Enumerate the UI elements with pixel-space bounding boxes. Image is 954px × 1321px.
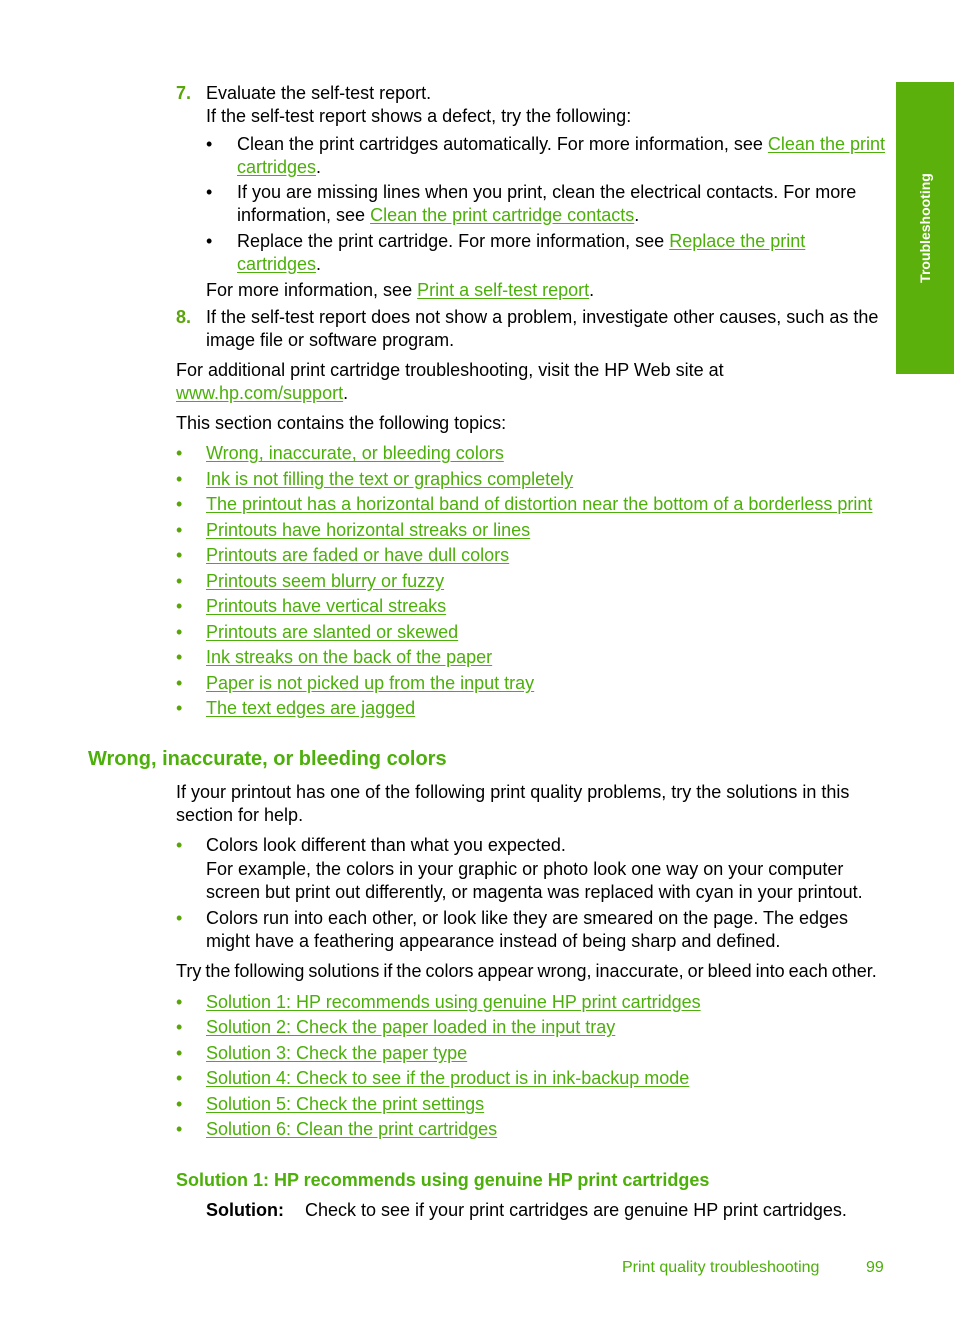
- topic-link[interactable]: Printouts seem blurry or fuzzy: [206, 571, 445, 591]
- footer-page-number: 99: [866, 1259, 884, 1276]
- solution-link[interactable]: Solution 2: Check the paper loaded in the input tray: [206, 1017, 616, 1037]
- topic-link[interactable]: Ink streaks on the back of the paper: [206, 647, 493, 667]
- solution-link[interactable]: Solution 4: Check to see if the product is in ink-backup mode: [206, 1068, 690, 1088]
- green-bullet: •: [176, 992, 183, 1012]
- step-7-more-info: [206, 279, 886, 302]
- bullet-marker: •: [206, 134, 213, 154]
- link-clean-cartridge-contacts[interactable]: Clean the print cartridge contacts: [370, 204, 635, 225]
- solution-link[interactable]: Solution 1: HP recommends using genuine HP print cartridges: [206, 992, 701, 1012]
- solution-link[interactable]: Solution 3: Check the paper type: [206, 1043, 468, 1063]
- green-bullet: •: [176, 494, 183, 514]
- period: .: [316, 253, 322, 274]
- solution-label: Solution:: [206, 1200, 284, 1220]
- link-print-self-test-report[interactable]: Print a self-test report: [417, 280, 590, 300]
- problem-2: Colors run into each other, or look like they are smeared on the page. The edges might have a feathering appearance instead of being sharp and defined.: [206, 908, 849, 951]
- step-7-line1: Evaluate the self-test report.: [206, 83, 432, 103]
- problem-1-title: Colors look different than what you expected.: [206, 835, 566, 855]
- step-7-bullet-3: [237, 230, 837, 275]
- additional-text: For additional print cartridge troubleshooting, visit the HP Web site at: [176, 360, 724, 380]
- green-bullet: •: [176, 571, 183, 591]
- green-bullet: •: [176, 908, 183, 928]
- link-clean-print-cartridges[interactable]: Clean the print cartridges: [237, 134, 885, 177]
- green-bullet: •: [176, 622, 183, 642]
- bullet-2-text: If you are missing lines when you print, clean the electrical contacts. For more information, see: [237, 182, 857, 225]
- period: .: [343, 382, 349, 403]
- step-8-number: 8.: [176, 307, 192, 327]
- green-bullet: •: [176, 698, 183, 718]
- green-bullet: •: [176, 1043, 183, 1063]
- step-7-bullet-2: [237, 181, 887, 226]
- step-7-number: 7.: [176, 83, 192, 103]
- green-bullet: •: [176, 647, 183, 667]
- green-bullet: •: [176, 596, 183, 616]
- topic-link[interactable]: Printouts are faded or have dull colors: [206, 545, 510, 565]
- period: .: [634, 204, 640, 225]
- side-tab-label: Troubleshooting: [916, 173, 933, 283]
- green-bullet: •: [176, 1094, 183, 1114]
- green-bullet: •: [176, 520, 183, 540]
- more-info-text: For more information, see: [206, 280, 418, 300]
- topic-link[interactable]: The text edges are jagged: [206, 698, 416, 718]
- topic-link[interactable]: Printouts are slanted or skewed: [206, 622, 459, 642]
- topic-link[interactable]: Paper is not picked up from the input tray: [206, 673, 535, 693]
- period: .: [589, 280, 595, 300]
- period: .: [316, 156, 322, 177]
- green-bullet: •: [176, 1068, 183, 1088]
- topic-link[interactable]: Ink is not filling the text or graphics completely: [206, 469, 574, 489]
- green-bullet: •: [176, 469, 183, 489]
- footer-section-title: Print quality troubleshooting: [622, 1259, 820, 1276]
- solution-link[interactable]: Solution 6: Clean the print cartridges: [206, 1119, 498, 1139]
- solution-1-text: Check to see if your print cartridges are genuine HP print cartridges.: [305, 1200, 847, 1220]
- topic-link[interactable]: Wrong, inaccurate, or bleeding colors: [206, 443, 504, 463]
- side-tab-troubleshooting: [896, 82, 954, 374]
- bullet-1-text: Clean the print cartridges automatically. For more information, see: [237, 134, 768, 154]
- green-bullet: •: [176, 1017, 183, 1037]
- step-7-bullet-1: [237, 133, 887, 178]
- section-intro: If your printout has one of the following print quality problems, try the solutions in this section for help.: [176, 782, 850, 825]
- step-8-text: If the self-test report does not show a problem, investigate other causes, such as the image file or software program.: [206, 307, 879, 350]
- green-bullet: •: [176, 545, 183, 565]
- topic-link[interactable]: Printouts have horizontal streaks or lines: [206, 520, 531, 540]
- topics-intro: This section contains the following topics:: [176, 413, 507, 433]
- problem-1-detail: For example, the colors in your graphic or photo look one way on your computer screen but print out differently, or magenta was replaced with cyan in your printout.: [206, 859, 863, 902]
- bullet-marker: •: [206, 231, 213, 251]
- link-hp-support[interactable]: www.hp.com/support: [176, 382, 344, 403]
- solution-link[interactable]: Solution 5: Check the print settings: [206, 1094, 485, 1114]
- solution-1-heading: Solution 1: HP recommends using genuine HP print cartridges: [176, 1170, 710, 1190]
- bullet-marker: •: [206, 182, 213, 202]
- green-bullet: •: [176, 835, 183, 855]
- green-bullet: •: [176, 1119, 183, 1139]
- step-7-line2: If the self-test report shows a defect, try the following:: [206, 106, 632, 126]
- try-solutions-text: Try the following solutions if the colors appear wrong, inaccurate, or bleed into each other.: [176, 961, 877, 981]
- link-replace-print-cartridges[interactable]: Replace the print cartridges: [237, 231, 806, 274]
- green-bullet: •: [176, 673, 183, 693]
- green-bullet: •: [176, 443, 183, 463]
- section-heading: Wrong, inaccurate, or bleeding colors: [88, 748, 447, 770]
- topic-link[interactable]: The printout has a horizontal band of distortion near the bottom of a borderless print: [206, 494, 873, 514]
- bullet-3-text: Replace the print cartridge. For more information, see: [237, 231, 670, 251]
- topic-link[interactable]: Printouts have vertical streaks: [206, 596, 447, 616]
- additional-troubleshooting: [176, 359, 888, 404]
